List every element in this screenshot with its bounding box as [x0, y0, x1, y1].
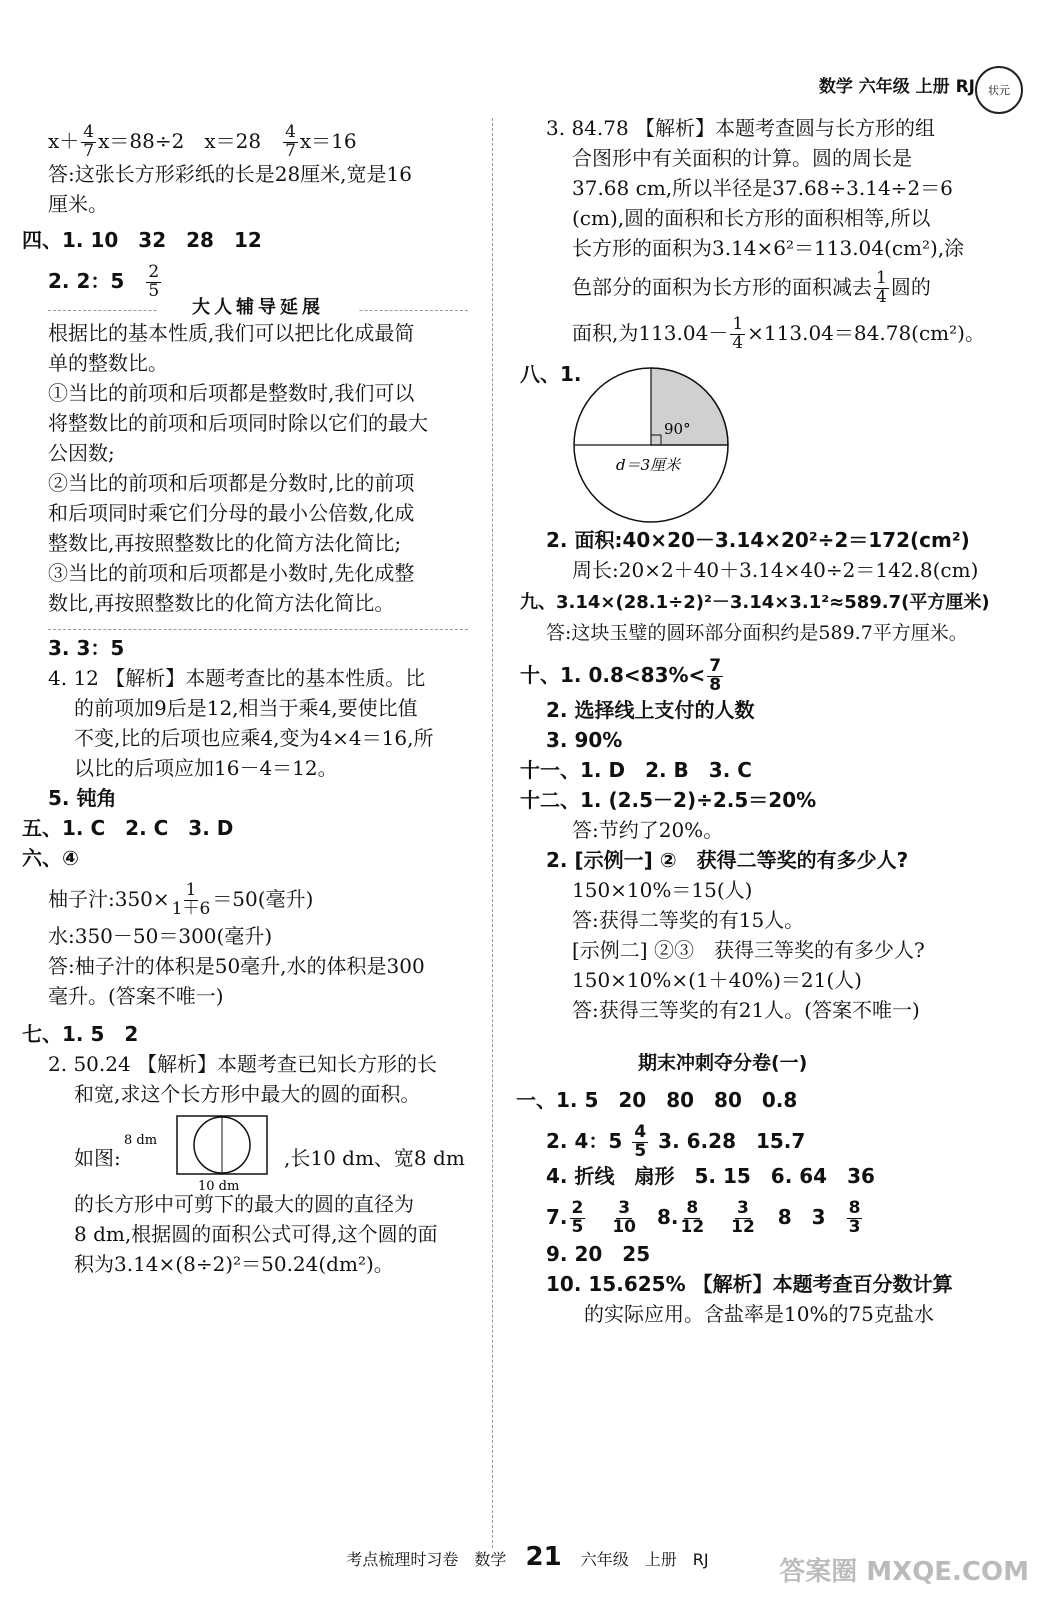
section-4-q3: 3. 3：5 [48, 636, 125, 660]
section-9: 九、3.14×(28.1÷2)²－3.14×3.1²≈589.7(平方厘米) [520, 592, 990, 613]
extension-banner: 大人辅导延展 [158, 299, 358, 317]
section-9-answer: 答:这块玉璧的圆环部分面积约是589.7平方厘米。 [546, 622, 968, 644]
section-7-q3: 3. 84.78 【解析】本题考查圆与长方形的组 合图形中有关面积的计算。圆的周长是 37.68 cm,所以半径是37.68÷3.14÷2＝6 (cm),圆的面积和长方形的面积相等,所以 长方形的面积为3.14×6²＝113.04(cm²),涂 色部分的面积为长方形的面积减去 $\frac{1}{4}$ 圆的 面积,为113.04－ $\frac{1}{4}$ ×113.04＝84.78(cm²)。 [546, 116, 985, 353]
section-6-calc: 柚子汁:350× $\frac{1}{1+6}$ ＝50(毫升) [48, 880, 314, 919]
exam-title: 期末冲刺夺分卷(一) [638, 1052, 808, 1074]
exam-q7-q8: 7. $\frac{2}{5}$ $\frac{3}{10}$ 8. $\frac{8}{12}$ $\frac{3}{12}$ 8 3 $\frac{8}{3}$ [546, 1198, 861, 1237]
section-6-water: 水:350－50＝300(毫升) [48, 924, 273, 948]
circle-figure [566, 364, 736, 528]
section-10-q3: 3. 90% [546, 728, 623, 752]
section-10-q1: 十、1. 0.8<83%< $\frac{7}{8}$ [520, 656, 722, 695]
diameter-label: d＝3厘米 [616, 456, 681, 474]
section-4-q5: 5. 钝角 [48, 786, 117, 810]
section-8-q1: 八、1. 90° d＝3厘米 [520, 360, 1020, 530]
footer-right: 六年级 上册 RJ [580, 1550, 709, 1569]
extension-text: 根据比的基本性质,我们可以把比化成最简 单的整数比。 ①当比的前项和后项都是整数时,我们可以 将整数比的前项和后项同时除以它们的最大 公因数; ②当比的前项和后项都是分数时,比的前项 和后项同时乘它们分母的最小公倍数,化成 整数比,再按照整数比的化简方法化简比; ③当比的前项和后项都是小数时,先化成整 数比,再按照整数比的化简方法化简比。 [48, 321, 428, 615]
section-6-answer: 答:柚子汁的体积是50毫升,水的体积是300 [48, 954, 425, 978]
exam-q1: 一、1. 5 20 80 80 0.8 [516, 1088, 798, 1112]
section-8-q2-perimeter: 周长:20×2＋40＋3.14×40÷2＝142.8(cm) [572, 558, 979, 582]
answer-line: 答:这张长方形彩纸的长是28厘米,宽是16 [48, 162, 412, 186]
section-11: 十一、1. D 2. B 3. C [520, 758, 752, 782]
right-column [516, 116, 1020, 1334]
exam-q9: 9. 20 25 [546, 1242, 651, 1266]
rectangle-figure-line: 如图: 8 dm 10 dm ,长10 dm、宽8 dm [74, 1114, 482, 1194]
section-12: 十二、1. (2.5－2)÷2.5＝20% 答:节约了20%。 2. [示例一] ② 获得二等奖的有多少人? 150×10%＝15(人) 答:获得二等奖的有15人。 [示例二] ②③ 获得三等奖的有多少人? 150×10%×(1＋40%)＝21(人) 答:获得三等奖的有21人。(答案不唯一) [520, 788, 925, 1022]
section-4-q4: 4. 12 【解析】本题考查比的基本性质。比 的前项加9后是12,相当于乘4,要使比值 不变,比的后项也应乘4,变为4×4＝16,所 以比的后项应加16－4＝12。 [48, 666, 434, 780]
header-text: 数学 六年级 上册 RJ [818, 77, 975, 97]
section-7-q2-cont: 的长方形中可剪下的最大的圆的直径为 8 dm,根据圆的面积公式可得,这个圆的面 积为3.14×(8÷2)²＝50.24(dm²)。 [74, 1192, 438, 1276]
answer-line: 厘米。 [48, 192, 108, 216]
rectangle-circle-figure [122, 1114, 282, 1192]
brand-logo-icon: 状元 [975, 66, 1023, 114]
section-8-q2-area: 2. 面积:40×20－3.14×20²÷2＝172(cm²) [546, 528, 970, 552]
extension-box [48, 297, 468, 630]
section-7-q2: 2. 50.24 【解析】本题考查已知长方形的长 和宽,求这个长方形中最大的圆的面积。 [48, 1052, 438, 1106]
footer-left: 考点梳理时习卷 数学 [346, 1550, 507, 1569]
section-6-answer-cont: 毫升。(答案不唯一) [48, 984, 224, 1008]
section-4-q1: 四、1. 10 32 28 12 [22, 228, 262, 252]
watermark: 答案圈 MXQE.COM [779, 1557, 1029, 1587]
angle-label: 90° [664, 420, 691, 438]
exam-q4: 4. 折线 扇形 5. 15 6. 64 36 [546, 1164, 875, 1188]
figure-height-label: 8 dm [124, 1133, 158, 1148]
section-6: 六、④ [22, 846, 79, 870]
column-divider [492, 118, 493, 1548]
figure-width-label: 10 dm [198, 1179, 240, 1192]
section-5: 五、1. C 2. C 3. D [22, 816, 234, 840]
exam-q2: 2. 4：5 $\frac{4}{5}$ 3. 6.28 15.7 [546, 1122, 806, 1161]
section-4-q2: 2. 2：5 $\frac{2}{5}$ [48, 262, 160, 301]
page-number: 21 [525, 1542, 562, 1572]
left-column [22, 118, 482, 1284]
section-10-q2: 2. 选择线上支付的人数 [546, 698, 755, 722]
exam-q10: 10. 15.625% 【解析】本题考查百分数计算 的实际应用。含盐率是10%的75克盐水 [546, 1272, 953, 1326]
section-7-q1: 七、1. 5 2 [22, 1022, 139, 1046]
equation-line: x＋ $\frac{4}{7}$ x＝88÷2 x＝28 $\frac{4}{7}$ x＝16 [48, 122, 357, 161]
